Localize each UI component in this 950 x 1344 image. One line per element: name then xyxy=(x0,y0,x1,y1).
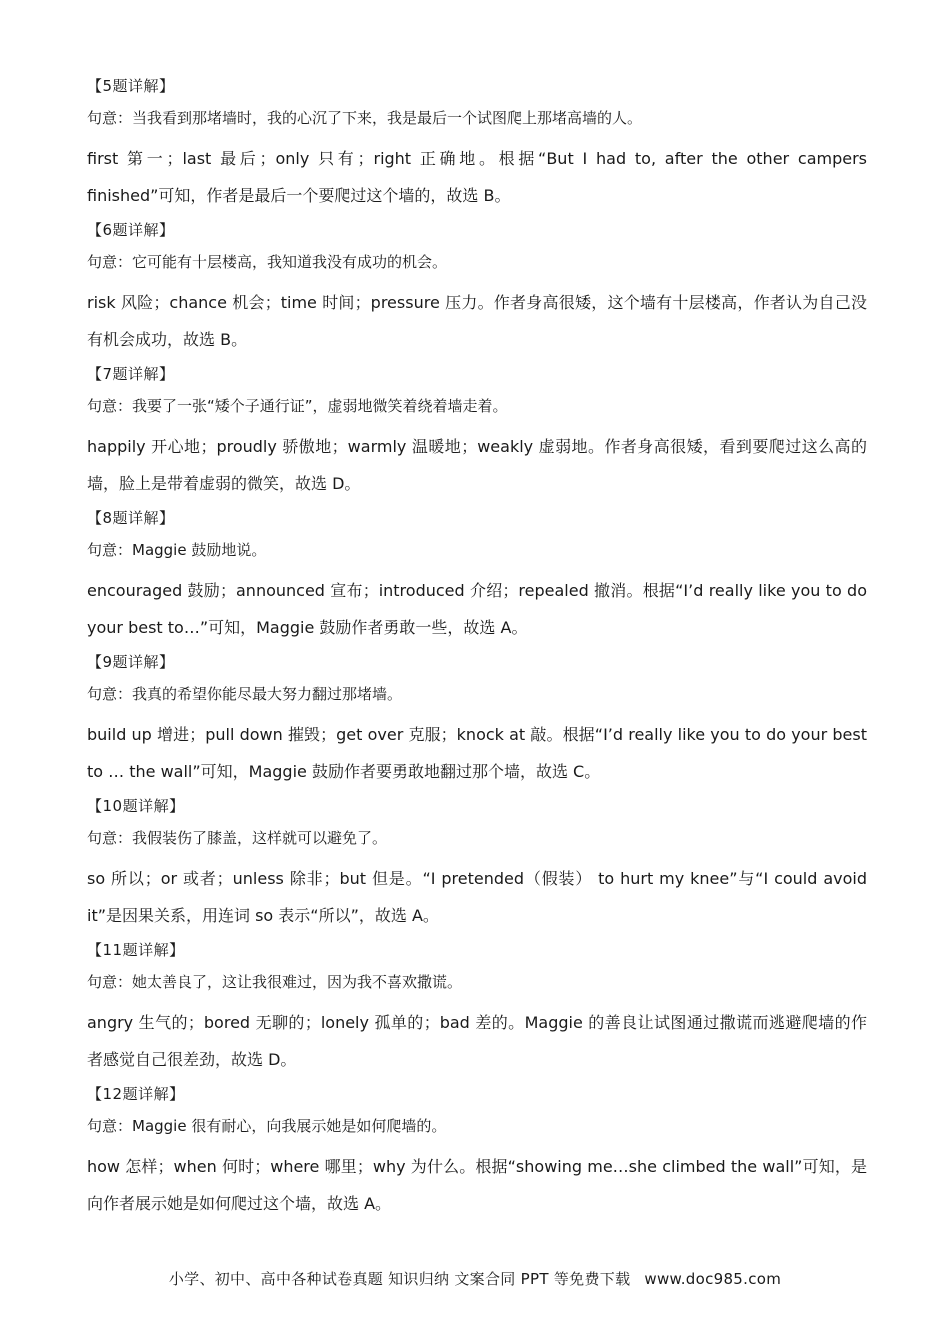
sentence-meaning: 句意：我要了一张“矮个子通行证”，虚弱地微笑着绕着墙走着。 xyxy=(87,397,508,415)
document-body xyxy=(87,70,867,1226)
option-explanation: encouraged 鼓励；announced 宣布；introduced 介绍；repealed 撤消。根据“I’d really like you to do your best to…”可知，Maggie 鼓励作者勇敢一些，故选 A。 xyxy=(87,581,867,637)
answer-explanation-7 xyxy=(87,364,867,502)
sentence-meaning: 句意：她太善良了，这让我很难过，因为我不喜欢撒谎。 xyxy=(87,973,463,991)
sentence-meaning: 句意：Maggie 很有耐心，向我展示她是如何爬墙的。 xyxy=(87,1117,447,1135)
answer-explanation-9 xyxy=(87,652,867,790)
answer-explanation-5 xyxy=(87,76,867,214)
option-explanation: first 第一；last 最后；only 只有；right 正确地。根据“But I had to, after the other campers finished”可知，作者是最后一个要爬过这个墙的，故选 B。 xyxy=(87,149,867,205)
footer-website-link[interactable]: www.doc985.com xyxy=(644,1270,782,1288)
question-heading: 【8题详解】 xyxy=(87,509,175,527)
sentence-meaning: 句意：我假装伤了膝盖，这样就可以避免了。 xyxy=(87,829,388,847)
answer-explanation-11 xyxy=(87,940,867,1078)
footer-text: 小学、初中、高中各种试卷真题 知识归纳 文案合同 PPT 等免费下载 xyxy=(168,1270,631,1288)
question-heading: 【11题详解】 xyxy=(87,941,185,959)
answer-explanation-8 xyxy=(87,508,867,646)
question-heading: 【10题详解】 xyxy=(87,797,185,815)
question-heading: 【12题详解】 xyxy=(87,1085,185,1103)
option-explanation: build up 增进；pull down 摧毁；get over 克服；knock at 敲。根据“I’d really like you to do your best to … the wall”可知，Maggie 鼓励作者要勇敢地翻过那个墙，故选 C。 xyxy=(87,725,867,781)
option-explanation: angry 生气的；bored 无聊的；lonely 孤单的；bad 差的。Maggie 的善良让试图通过撒谎而逃避爬墙的作者感觉自己很差劲，故选 D。 xyxy=(87,1013,867,1069)
answer-explanation-6 xyxy=(87,220,867,358)
option-explanation: risk 风险；chance 机会；time 时间；pressure 压力。作者身高很矮，这个墙有十层楼高，作者认为自己没有机会成功，故选 B。 xyxy=(87,293,867,349)
answer-explanation-10 xyxy=(87,796,867,934)
sentence-meaning: 句意：它可能有十层楼高，我知道我没有成功的机会。 xyxy=(87,253,448,271)
sentence-meaning: 句意：我真的希望你能尽最大努力翻过那堵墙。 xyxy=(87,685,403,703)
question-heading: 【5题详解】 xyxy=(87,77,175,95)
answer-explanation-12 xyxy=(87,1084,867,1222)
option-explanation: how 怎样；when 何时；where 哪里；why 为什么。根据“showing me…she climbed the wall”可知，是向作者展示她是如何爬过这个墙，故选 A。 xyxy=(87,1157,867,1213)
page-footer xyxy=(0,1268,950,1289)
sentence-meaning: 句意：Maggie 鼓励地说。 xyxy=(87,541,267,559)
option-explanation: happily 开心地；proudly 骄傲地；warmly 温暖地；weakly 虚弱地。作者身高很矮，看到要爬过这么高的墙，脸上是带着虚弱的微笑，故选 D。 xyxy=(87,437,867,493)
option-explanation: so 所以；or 或者；unless 除非；but 但是。“I pretended（假装） to hurt my knee”与“I could avoid it”是因果关系，用连词 so 表示“所以”，故选 A。 xyxy=(87,869,867,925)
question-heading: 【9题详解】 xyxy=(87,653,175,671)
question-heading: 【7题详解】 xyxy=(87,365,175,383)
question-heading: 【6题详解】 xyxy=(87,221,175,239)
sentence-meaning: 句意：当我看到那堵墙时，我的心沉了下来，我是最后一个试图爬上那堵高墙的人。 xyxy=(87,109,643,127)
